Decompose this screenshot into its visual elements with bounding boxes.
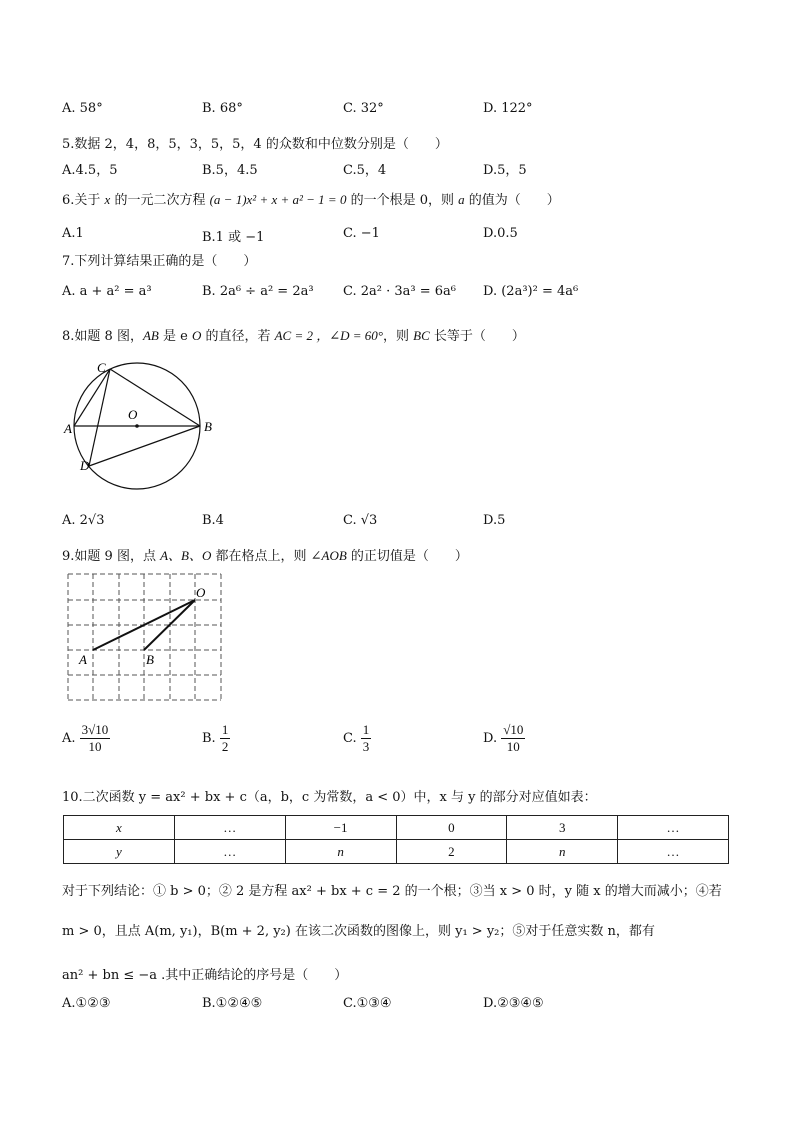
table-cell: n xyxy=(507,840,618,864)
q8-option-a: A. 2√3 xyxy=(62,513,105,528)
table-cell: 3 xyxy=(507,816,618,840)
q6-option-a: A.1 xyxy=(62,226,84,241)
q6-stem: 6.关于 x 的一元二次方程 (a − 1)x² + x + a² − 1 = 0 的一个根是 0，则 a 的值为（ ） xyxy=(62,192,560,208)
table-cell: n xyxy=(285,840,396,864)
table-cell: 0 xyxy=(396,816,507,840)
label-B: B xyxy=(204,419,212,434)
label-B: B xyxy=(146,652,154,667)
q10-option-b: B.①②④⑤ xyxy=(202,996,263,1011)
q8-stem: 8.如题 8 图，AB 是 e O 的直径，若 AC = 2 ，∠D = 60°，则 BC 长等于（ ） xyxy=(62,328,525,344)
table-cell: … xyxy=(618,816,729,840)
q5-option-b: B.5，4.5 xyxy=(202,163,258,178)
q10-conclusions-line2: m > 0，且点 A(m, y₁)，B(m + 2, y₂) 在该二次函数的图像上，则 y₁ > y₂；⑤对于任意实数 n，都有 xyxy=(62,924,655,939)
q9-option-d: D. $\frac{√10}{10}$ xyxy=(483,722,524,754)
q10-option-c: C.①③④ xyxy=(343,996,392,1011)
q10-option-a: A.①②③ xyxy=(62,996,111,1011)
table-cell: x xyxy=(64,816,175,840)
label-O: O xyxy=(128,407,138,422)
q6-option-c: C. −1 xyxy=(343,226,380,241)
q7-stem: 7.下列计算结果正确的是（ ） xyxy=(62,254,257,269)
q5-option-d: D.5，5 xyxy=(483,163,527,178)
q4-option-d: D. 122° xyxy=(483,101,533,116)
label-O: O xyxy=(196,585,206,600)
q5-stem: 5.数据 2，4，8，5，3，5，5，4 的众数和中位数分别是（ ） xyxy=(62,137,448,152)
q4-option-b: B. 68° xyxy=(202,101,243,116)
table-cell: 2 xyxy=(396,840,507,864)
table-cell: … xyxy=(174,840,285,864)
q8-circle-figure xyxy=(60,355,220,495)
label-A: A xyxy=(79,652,87,667)
q9-option-a: A. $\frac{3√10}{10}$ xyxy=(62,722,109,754)
q7-option-b: B. 2a⁶ ÷ a² = 2a³ xyxy=(202,284,314,299)
label-C: C xyxy=(97,360,106,375)
table-cell: … xyxy=(174,816,285,840)
q10-stem: 10.二次函数 y = ax² + bx + c（a，b，c 为常数，a < 0）中，x 与 y 的部分对应值如表： xyxy=(62,790,597,805)
table-row xyxy=(64,840,729,864)
q9-grid-figure xyxy=(62,570,232,705)
q8-option-d: D.5 xyxy=(483,513,506,528)
label-D: D xyxy=(80,458,90,473)
q9-option-b: B. $\frac{1}{2}$ xyxy=(202,722,229,754)
q10-conclusions-line1: 对于下列结论：① b > 0；② 2 是方程 ax² + bx + c = 2 的一个根；③当 x > 0 时，y 随 x 的增大而减小；④若 xyxy=(62,884,722,899)
q10-option-d: D.②③④⑤ xyxy=(483,996,544,1011)
q10-value-table xyxy=(63,815,729,864)
q6-option-d: D.0.5 xyxy=(483,226,518,241)
q7-option-c: C. 2a² · 3a³ = 6a⁶ xyxy=(343,284,457,299)
q9-stem: 9.如题 9 图，点 A、B、O 都在格点上，则 ∠AOB 的正切值是（ ） xyxy=(62,548,468,564)
label-A: A xyxy=(64,421,72,436)
table-cell: y xyxy=(64,840,175,864)
q4-option-c: C. 32° xyxy=(343,101,384,116)
q10-conclusions-line3: an² + bn ≤ −a .其中正确结论的序号是（ ） xyxy=(62,968,348,983)
q8-option-b: B.4 xyxy=(202,513,224,528)
q9-option-c: C. $\frac{1}{3}$ xyxy=(343,722,370,754)
q7-option-d: D. (2a³)² = 4a⁶ xyxy=(483,284,579,299)
table-row xyxy=(64,816,729,840)
table-cell: … xyxy=(618,840,729,864)
q5-option-a: A.4.5，5 xyxy=(62,163,118,178)
q4-option-a: A. 58° xyxy=(62,101,103,116)
q8-option-c: C. √3 xyxy=(343,513,378,528)
q5-option-c: C.5，4 xyxy=(343,163,387,178)
q7-option-a: A. a + a² = a³ xyxy=(62,284,152,299)
table-cell: −1 xyxy=(285,816,396,840)
q6-option-b: B.1 或 −1 xyxy=(202,230,265,245)
